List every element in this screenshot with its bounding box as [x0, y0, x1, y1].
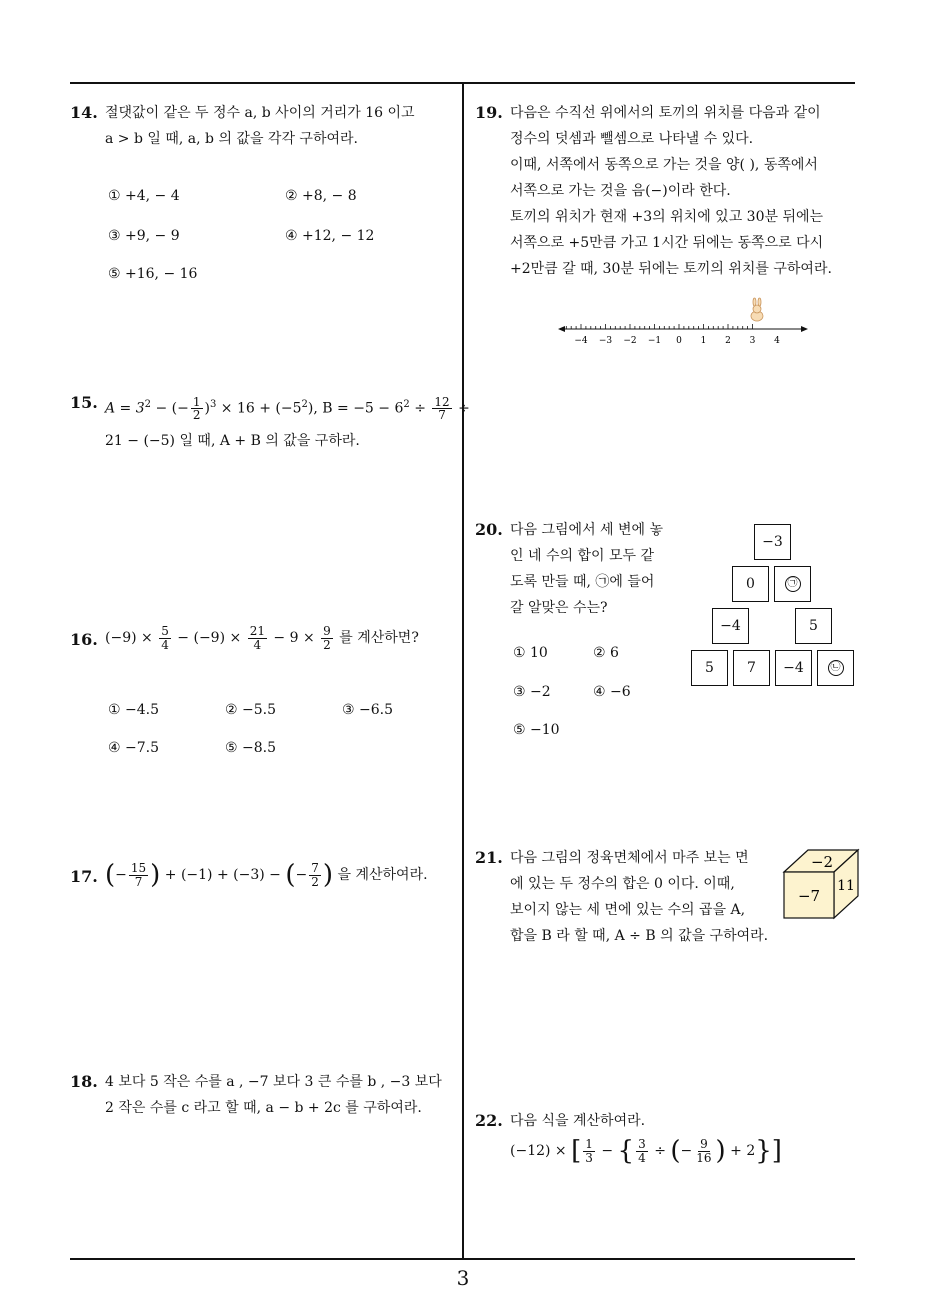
number-line-label: −3: [598, 336, 613, 346]
question-text-line: 보이지 않는 세 면에 있는 수의 곱을 A,: [510, 902, 746, 918]
numerator: 21: [249, 624, 265, 638]
numerator: 9: [700, 1137, 708, 1151]
pyramid-box: 5: [691, 650, 728, 686]
denominator: 16: [696, 1150, 712, 1165]
expr-part: − 9 ×: [273, 630, 315, 647]
cube-side-label: 11: [837, 878, 855, 894]
expr-part: (−9) ×: [105, 630, 153, 647]
numerator: 1: [192, 394, 201, 409]
choice-2[interactable]: ② 6: [593, 645, 619, 661]
question-text-line: 4 보다 5 작은 수를 a , −7 보다 3 큰 수를 b , −3 보다: [105, 1074, 442, 1090]
choice-3[interactable]: ③ +9, − 9: [108, 228, 180, 244]
question-18: [70, 1069, 460, 1121]
question-number: 21.: [475, 848, 503, 867]
denominator: 2: [323, 637, 331, 652]
question-text-line: 서쪽으로 +5만큼 가고 1시간 뒤에는 동쪽으로 다시: [510, 235, 824, 251]
exponent: 2: [144, 399, 152, 410]
cube-figure: [780, 848, 862, 920]
question-number: 17.: [70, 867, 98, 886]
question-text-line: 2 작은 수를 c 라고 할 때, a − b + 2c 를 구하여라.: [105, 1100, 422, 1116]
denominator: 3: [585, 1150, 593, 1165]
fraction: [321, 625, 333, 651]
cube-top-label: −2: [810, 853, 834, 871]
pyramid-box-unknown: [774, 566, 811, 602]
question-text-line: 도록 만들 때, ㉠에 들어: [510, 574, 655, 590]
question-text-line: 다음은 수직선 위에서의 토끼의 위치를 다음과 같이: [510, 105, 821, 121]
fraction: [191, 396, 203, 422]
denominator: 4: [253, 637, 262, 652]
denominator: 7: [438, 408, 446, 423]
expr-part: −: [601, 1143, 614, 1160]
question-text-line: 에 있는 두 정수의 합은 0 이다. 이때,: [510, 876, 735, 892]
fraction: [129, 862, 148, 888]
question-19: [475, 100, 865, 282]
choice-4[interactable]: ④ −6: [593, 684, 631, 700]
numerator: 12: [434, 394, 450, 409]
expression: (− $\frac{15}{7}$ ) + (−1) + (−3) − (− $\frac{7}{2}$ ) 을 계산하여라.: [105, 860, 428, 891]
question-text-line: +2만큼 갈 때, 30분 뒤에는 토끼의 위치를 구하여라.: [510, 261, 832, 277]
number-line-label: −2: [623, 336, 637, 346]
fraction: [159, 625, 171, 651]
choice-3[interactable]: ③ −2: [513, 684, 551, 700]
fraction: [432, 396, 451, 422]
number-line-label: −1: [647, 336, 662, 346]
choice-4[interactable]: ④ −7.5: [108, 740, 159, 756]
denominator: 4: [161, 637, 169, 652]
rabbit-icon: [751, 298, 763, 321]
fraction: [248, 625, 267, 651]
number-line: [556, 295, 812, 351]
question-15: [70, 390, 470, 454]
question-16: [70, 625, 460, 651]
question-number: 14.: [70, 103, 98, 122]
choice-5[interactable]: ⑤ −8.5: [225, 740, 276, 756]
numerator: 1: [585, 1137, 593, 1151]
pyramid-box-unknown: [817, 650, 854, 686]
expr-part: − (−: [155, 400, 189, 417]
choice-1[interactable]: ① +4, − 4: [108, 188, 180, 204]
expr-part: (−12) ×: [510, 1143, 567, 1160]
question-text-line: 절댓값이 같은 두 정수 a, b 사이의 거리가 16 이고: [105, 105, 415, 121]
numerator: 7: [311, 861, 319, 875]
expr-part: 을 계산하여라.: [337, 867, 428, 884]
pyramid-box: 7: [733, 650, 770, 686]
question-text-line: 정수의 덧셈과 뺄셈으로 나타낼 수 있다.: [510, 131, 754, 147]
choice-5[interactable]: ⑤ +16, − 16: [108, 266, 198, 282]
choice-3[interactable]: ③ −6.5: [342, 702, 393, 718]
number-line-label: 0: [676, 336, 682, 346]
fraction: [309, 862, 321, 888]
question-number: 15.: [70, 393, 98, 412]
question-number: 18.: [70, 1072, 98, 1091]
question-20: [475, 517, 695, 621]
question-text-line: 토끼의 위치가 현재 +3의 위치에 있고 30분 뒤에는: [510, 209, 824, 225]
pyramid-box: 5: [795, 608, 832, 644]
number-line-label: 3: [749, 336, 756, 346]
choice-4[interactable]: ④ +12, − 12: [285, 228, 375, 244]
question-21: [475, 845, 795, 949]
question-number: 19.: [475, 103, 503, 122]
number-line-label: 2: [725, 336, 731, 346]
denominator: 2: [311, 874, 319, 889]
page-number: 3: [456, 1266, 470, 1290]
expression: $A = 3^2$ − (− $\frac{1}{2}$ )$^3 \times 16 + (-5^2)$, $B = -5 - 6^2$ ÷ $\frac{12}{7}$ ÷: [105, 394, 470, 423]
question-text-line: 서쪽으로 가는 것을 음(−)이라 한다.: [510, 183, 731, 199]
question-text-line: 인 네 수의 합이 모두 같: [510, 548, 654, 564]
number-line-label: −4: [574, 336, 588, 346]
expr-part: × 16 + (−5: [220, 400, 302, 417]
expression: [105, 625, 460, 651]
question-text-line: 다음 그림의 정육면체에서 마주 보는 면: [510, 850, 749, 866]
pyramid-box: −3: [754, 524, 791, 560]
fraction: [583, 1138, 595, 1164]
expression: (−12) × [ $\frac{1}{3}$ − { $\frac{3}{4}$ ÷ (− $\frac{9}{16}$ ) + 2}]: [510, 1136, 782, 1167]
expr-part: − (−9) ×: [177, 630, 242, 647]
question-number: 22.: [475, 1111, 503, 1130]
fraction: [694, 1138, 713, 1164]
expr-part: 를 계산하면?: [339, 630, 419, 647]
expr-part: A = 3: [105, 400, 145, 417]
pyramid-box: −4: [712, 608, 749, 644]
fraction: [636, 1138, 648, 1164]
question-text-line: 다음 그림에서 세 변에 놓: [510, 522, 664, 538]
column-divider: [462, 83, 464, 1259]
question-17: [70, 860, 460, 891]
question-text-line: 이때, 서쪽에서 동쪽으로 가는 것을 양( ), 동쪽에서: [510, 157, 818, 173]
choice-5[interactable]: ⑤ −10: [513, 722, 560, 738]
choice-2[interactable]: ② −5.5: [225, 702, 276, 718]
expr-part: ÷: [414, 400, 426, 417]
expr-part: ÷: [654, 1143, 666, 1160]
denominator: 2: [192, 408, 201, 423]
expr-part: ), B = −5 − 6: [307, 400, 404, 417]
cube-front-label: −7: [797, 887, 821, 905]
choice-2[interactable]: ② +8, − 8: [285, 188, 357, 204]
question-text-line: 합을 B 라 할 때, A ÷ B 의 값을 구하여라.: [510, 928, 769, 944]
exponent: 3: [209, 399, 217, 410]
numerator: 9: [323, 624, 331, 638]
denominator: 7: [134, 874, 143, 889]
question-14: [70, 100, 460, 152]
question-text-line: 갈 알맞은 수는?: [510, 600, 608, 616]
question-text-line: 21 − (−5) 일 때, A + B 의 값을 구하라.: [105, 432, 360, 449]
question-text-line: a > b 일 때, a, b 의 값을 각각 구하여라.: [105, 131, 358, 147]
numerator: 5: [161, 624, 169, 638]
denominator: 4: [638, 1150, 646, 1165]
choice-1[interactable]: ① 10: [513, 645, 548, 661]
numerator: 15: [130, 861, 147, 875]
numerator: 3: [638, 1137, 646, 1151]
exponent: 2: [403, 399, 410, 410]
circled-label: ㉡: [828, 660, 844, 676]
expr-part: ÷: [458, 400, 470, 417]
question-number: 16.: [70, 630, 98, 649]
question-22: [475, 1108, 865, 1167]
question-number: 20.: [475, 520, 503, 539]
expr-part: + 2: [730, 1143, 756, 1160]
expr-part: + (−1) + (−3) −: [164, 867, 281, 884]
number-line-ticks: [566, 324, 780, 346]
bottom-rule: [70, 1258, 855, 1260]
number-line-label: 1: [700, 336, 707, 346]
choice-1[interactable]: ① −4.5: [108, 702, 159, 718]
circled-label: ㉠: [785, 576, 801, 592]
question-text-line: 다음 식을 계산하여라.: [510, 1113, 646, 1129]
number-line-label: 4: [774, 336, 780, 346]
exponent: 2: [301, 399, 308, 410]
pyramid-box: 0: [732, 566, 769, 602]
pyramid-box: −4: [775, 650, 812, 686]
